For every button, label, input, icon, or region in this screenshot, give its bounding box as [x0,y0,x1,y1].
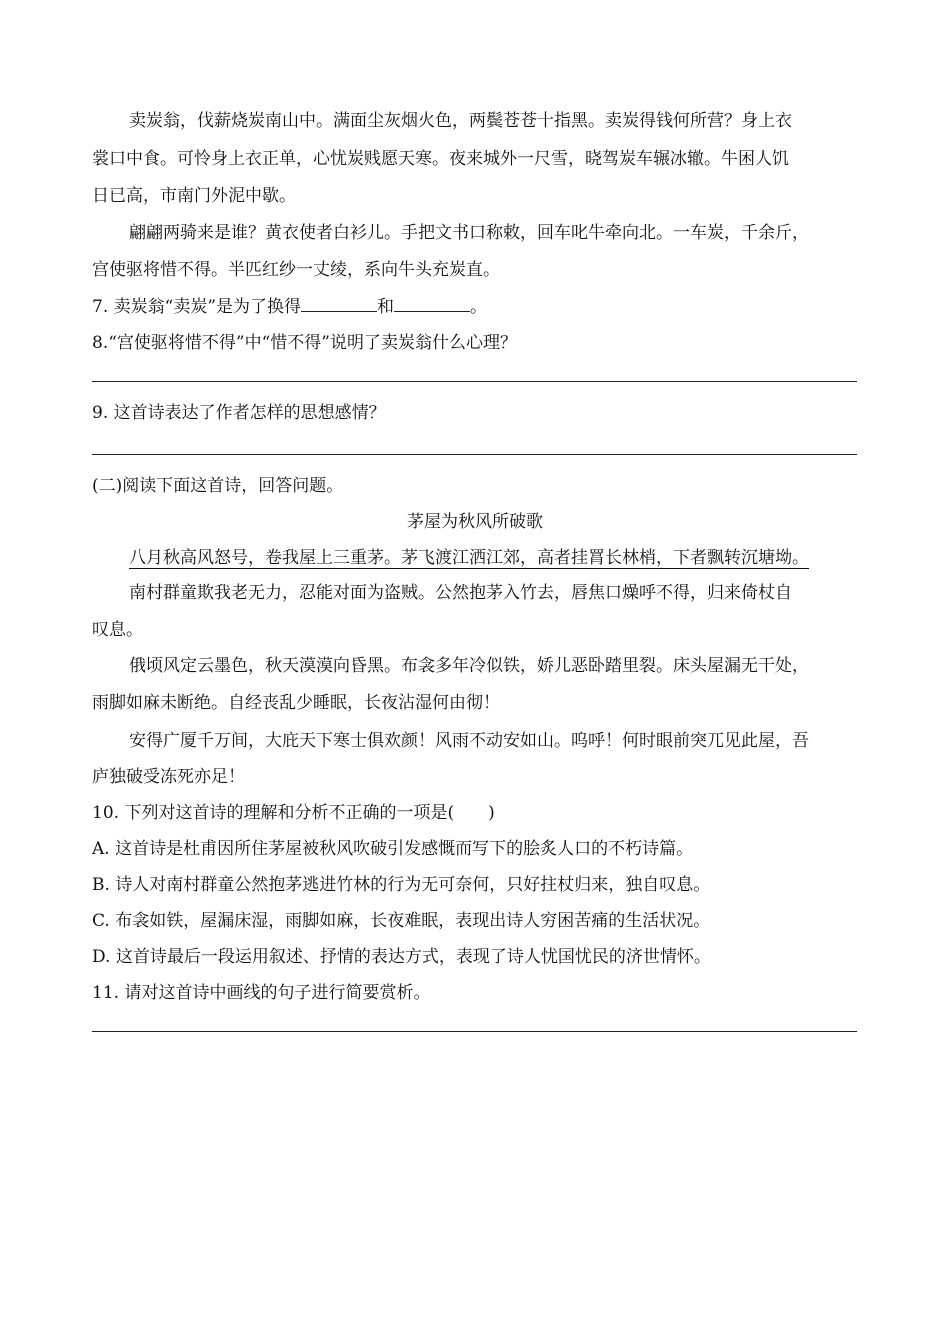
answer-blank-1[interactable] [301,297,377,312]
passage1-line: 日已高，市南门外泥中歇。 [92,186,296,206]
question-9: 9. 这首诗表达了作者怎样的思想感情？ [92,403,386,423]
question-7 [92,296,862,318]
option-c[interactable]: C. 布衾如铁，屋漏床湿，雨脚如麻，长夜难眠，表现出诗人穷困苦痛的生活状况。 [92,911,711,931]
question-10-stem: 10. 下列对这首诗的理解和分析不正确的一项是( ) [92,803,495,823]
question-7-prefix: 7. 卖炭翁“卖炭”是为了换得 [92,297,302,317]
passage1-line: 翩翩两骑来是谁？黄衣使者白衫儿。手把文书口称敕，回车叱牛牵向北。一车炭，千余斤， [129,223,809,243]
poem-title: 茅屋为秋风所破歌 [407,512,543,532]
passage1-line: 卖炭翁，伐薪烧炭南山中。满面尘灰烟火色，两鬓苍苍十指黑。卖炭得钱何所营？身上衣 [129,111,792,131]
poem-line: 庐独破受冻死亦足！ [92,767,245,787]
poem-line: 安得广厦千万间，大庇天下寒士俱欢颜！风雨不动安如山。呜呼！何时眼前突兀见此屋，吾 [129,731,809,751]
option-d[interactable]: D. 这首诗最后一段运用叙述、抒情的表达方式，表现了诗人忧国忧民的济世情怀。 [92,947,711,967]
poem-line: 南村群童欺我老无力，忍能对面为盗贼。公然抱茅入竹去，唇焦口燥呼不得，归来倚杖自 [129,583,792,603]
poem-line: 俄顷风定云墨色，秋天漠漠向昏黑。布衾多年冷似铁，娇儿恶卧踏里裂。床头屋漏无干处， [129,656,809,676]
question-8: 8.“宫使驱将惜不得”中“惜不得”说明了卖炭翁什么心理？ [92,333,517,353]
passage1-line: 宫使驱将惜不得。半匹红纱一丈绫，系向牛头充炭直。 [92,260,500,280]
option-a[interactable]: A. 这首诗是杜甫因所住茅屋被秋风吹破引发感慨而写下的脍炙人口的不朽诗篇。 [92,839,694,859]
answer-line-11[interactable] [92,1031,857,1032]
poem-line: 雨脚如麻未断绝。自经丧乱少睡眠，长夜沾湿何由彻！ [92,693,500,713]
question-7-suffix: 。 [470,297,488,317]
poem-underlined-line: 八月秋高风怒号，卷我屋上三重茅。茅飞渡江洒江郊，高者挂罥长林梢，下者飘转沉塘坳。 [129,548,809,568]
question-11: 11. 请对这首诗中画线的句子进行简要赏析。 [92,983,431,1003]
answer-line-9[interactable] [92,454,857,455]
section-2-intro: (二)阅读下面这首诗，回答问题。 [92,476,344,496]
option-b[interactable]: B. 诗人对南村群童公然抱茅逃进竹林的行为无可奈何，只好拄杖归来，独自叹息。 [92,875,711,895]
question-7-mid: 和 [377,297,395,317]
poem-line: 叹息。 [92,620,143,640]
answer-blank-2[interactable] [394,297,470,312]
passage1-line: 裳口中食。可怜身上衣正单，心忧炭贱愿天寒。夜来城外一尺雪，晓驾炭车辗冰辙。牛困人饥 [92,149,789,169]
answer-line-8[interactable] [92,381,857,382]
